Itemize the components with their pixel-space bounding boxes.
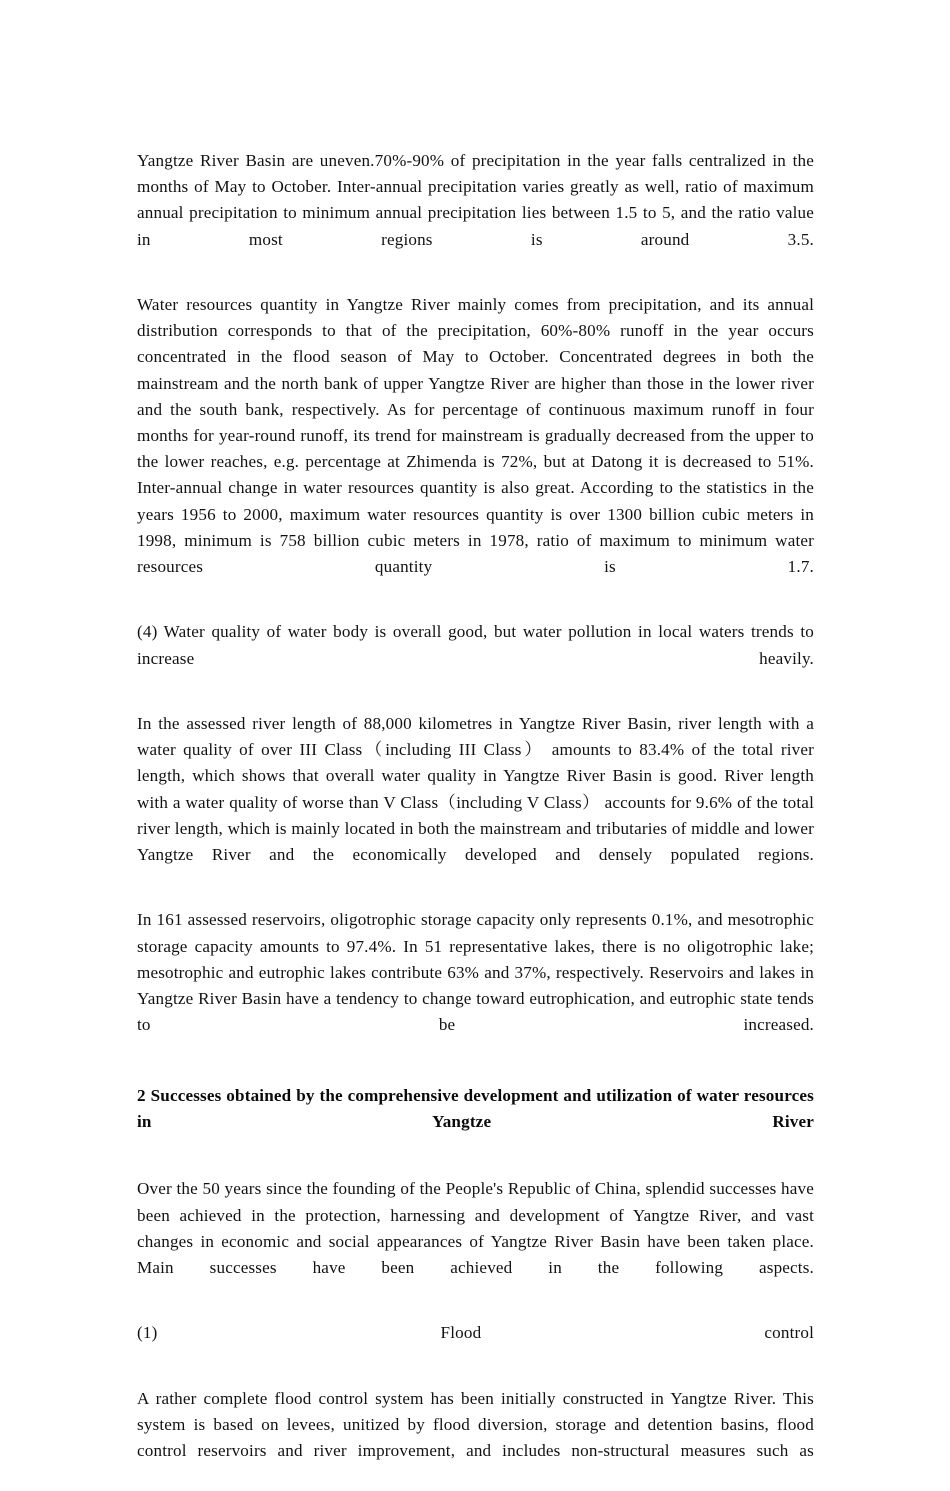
- paragraph-assessed-river-length: In the assessed river length of 88,000 kilometres in Yangtze River Basin, river length with a water quality of over III Class（including III Class） amounts to 83.4% of the total river length, which shows that overall water quality in Yangtze River Basin is good. River length with a water quality of worse than V Class（including V Class） accounts for 9.6% of the total river length, which is mainly located in both the mainstream and tributaries of middle and lower Yangtze River and the economically developed and densely populated regions.: [137, 714, 814, 865]
- paragraph-flood-control-system: A rather complete flood control system has been initially constructed in Yangtze River. This system is based on levees, unitized by flood diversion, storage and detention basins, flood control reservoirs and river improvement, and includes non-structural measures such as: [137, 1388, 814, 1461]
- paragraph-reservoirs-lakes-trophic: In 161 assessed reservoirs, oligotrophic storage capacity only represents 0.1%, and mesotrophic storage capacity amounts to 97.4%. In 51 representative lakes, there is no oligotrophic lake; mesotrophic and eutrophic lakes contribute 63% and 37%, respectively. Reservoirs and lakes in Yangtze River Basin have a tendency to change toward eutrophication, and eutrophic state tends to be increased.: [137, 910, 814, 1035]
- text-column: [137, 148, 814, 1491]
- paragraph-50-years-successes: Over the 50 years since the founding of the People's Republic of China, splendid successes have been achieved in the protection, harnessing and development of Yangtze River, and vast changes in economic and social appearances of Yangtze River Basin have been taken place. Main successes have been achieved in the following aspects.: [137, 1179, 814, 1277]
- heading-section-2: 2 Successes obtained by the comprehensive development and utilization of water resources in Yangtze River: [137, 1085, 814, 1131]
- paragraph-precipitation-distribution: Yangtze River Basin are uneven.70%-90% of precipitation in the year falls centralized in the months of May to October. Inter-annual precipitation varies greatly as well, ratio of maximum annual precipitation to minimum annual precipitation lies between 1.5 to 5, and the ratio value in most regions is around 3.5.: [137, 151, 814, 249]
- paragraph-item-1-flood-control-label: (1) Flood control: [137, 1323, 814, 1343]
- paragraph-water-resources-quantity: Water resources quantity in Yangtze River mainly comes from precipitation, and its annual distribution corresponds to that of the precipitation, 60%-80% runoff in the year occurs concentrated in the flood season of May to October. Concentrated degrees in both the mainstream and the north bank of upper Yangtze River are higher than those in the lower river and the south bank, respectively. As for percentage of continuous maximum runoff in four months for year-round runoff, its trend for mainstream is gradually decreased from the upper to the lower reaches, e.g. percentage at Zhimenda is 72%, but at Datong it is decreased to 51%. Inter-annual change in water resources quantity is also great. According to the statistics in the years 1956 to 2000, maximum water resources quantity is over 1300 billion cubic meters in 1998, minimum is 758 billion cubic meters in 1978, ratio of maximum to minimum water resources quantity is 1.7.: [137, 295, 814, 577]
- paragraph-item-4-water-quality: (4) Water quality of water body is overall good, but water pollution in local waters trends to increase heavily.: [137, 622, 814, 668]
